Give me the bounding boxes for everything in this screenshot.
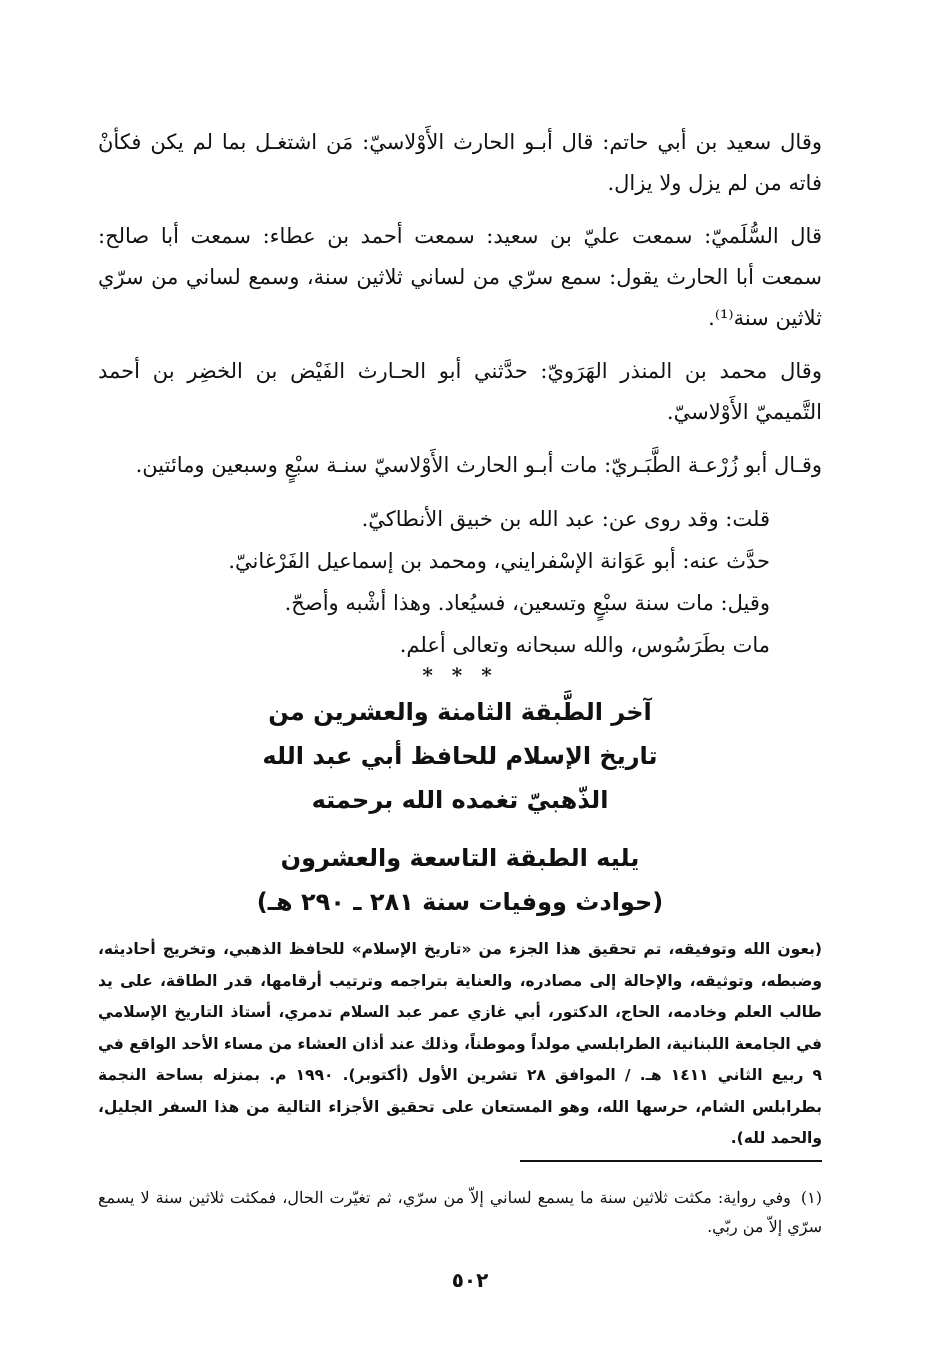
footnote bbox=[98, 1183, 822, 1241]
end-heading-line-3: الذّهبيّ تغمده الله برحمته bbox=[311, 786, 609, 814]
note-narrated-by: حدَّث عنه: أبو عَوَانة الإسْفرايني، ومحمد بن إسماعيل الفَرْغانيّ. bbox=[228, 549, 770, 573]
section-separator: * * * bbox=[422, 663, 498, 687]
paragraph-sulami: قال السُّلَميّ: سمعت عليّ بن سعيد: سمعت أحمد بن عطاء: سمعت أبا صالح: سمعت أبا الحارث يقول: سمع سرّي من لساني ثلاثين سنة، وسمع لساني من سرّي ثلاثين سنة⁽¹⁾. bbox=[98, 224, 822, 330]
note-narrated-from: قلت: وقد روى عن: عبد الله بن خبيق الأنطاكيّ. bbox=[361, 507, 770, 531]
note-death-alternative: وقيل: مات سنة سبْعٍ وتسعين، فسيُعاد. وهذا أشْبه وأصحّ. bbox=[284, 591, 770, 615]
page-number: ٥٠٢ bbox=[451, 1268, 489, 1292]
end-heading-line-2: تاريخ الإسلام للحافظ أبي عبد الله bbox=[262, 742, 658, 770]
next-heading-line-1: يليه الطبقة التاسعة والعشرون bbox=[280, 844, 640, 872]
note-death-place: مات بطَرَسُوس، والله سبحانه وتعالى أعلم. bbox=[399, 633, 770, 657]
footnote-number: (١) bbox=[800, 1188, 822, 1207]
paragraph-harawi: وقال محمد بن المنذر الهَرَويّ: حدَّثني أبو الحـارث الفَيْض بن الخضِر بن أحمد التَّميميّ الأَوْلاسيّ. bbox=[98, 359, 822, 424]
paragraph-tabari: وقـال أبو زُرْعـة الطَّبَـريّ: مات أبـو الحارث الأَوْلاسيّ سنـة سبْعٍ وسبعين ومائتين. bbox=[135, 453, 822, 477]
paragraph-saeed: وقال سعيد بن أبي حاتم: قال أبـو الحارث الأَوْلاسيّ: مَن اشتغـل بما لم يكن فكأنْ فاته من لم يزل ولا يزال. bbox=[98, 130, 822, 195]
end-heading-line-1: آخر الطَّبقة الثامنة والعشرين من bbox=[268, 698, 652, 726]
colophon: (بعون الله وتوفيقه، تم تحقيق هذا الجزء من «تاريخ الإسلام» للحافظ الذهبي، وتخريج أحاديثه، وضبطه، وتوثيقه، والإحالة إلى مصادره، والعناية بتراجمه وترتيب أرقامها، قدر الطاقة، على يد طالب العلم وخادمه، الحاج، الدكتور، أبي غازي عمر عبد السلام تدمري، أستاذ التاريخ الإسلامي في الجامعة اللبنانية، الطرابلسي مولداً وموطناً، وذلك عند أذان العشاء من مساء الأحد الواقع في ٩ ربيع الثاني ١٤١١ هـ. / الموافق ٢٨ تشرين الأول (أكتوبر). ١٩٩٠ م. بمنزله بساحة النجمة بطرابلس الشام، حرسها الله، وهو المستعان على تحقيق الأجزاء التالية من هذا السفر الجليل، والحمد لله). bbox=[98, 940, 822, 1147]
next-heading-line-2: (حوادث ووفيات سنة ٢٨١ ـ ٢٩٠ هـ) bbox=[256, 888, 664, 916]
footnote-text: وفي رواية: مكثت ثلاثين سنة ما يسمع لساني إلاّ من سرّي، ثم تغيّرت الحال، فمكثت ثلاثين سنة لا يسمع سرّي إلاّ من ربّي. bbox=[98, 1188, 822, 1236]
footnote-divider bbox=[520, 1160, 822, 1162]
main-text bbox=[98, 122, 822, 1155]
editor-notes bbox=[98, 498, 770, 666]
